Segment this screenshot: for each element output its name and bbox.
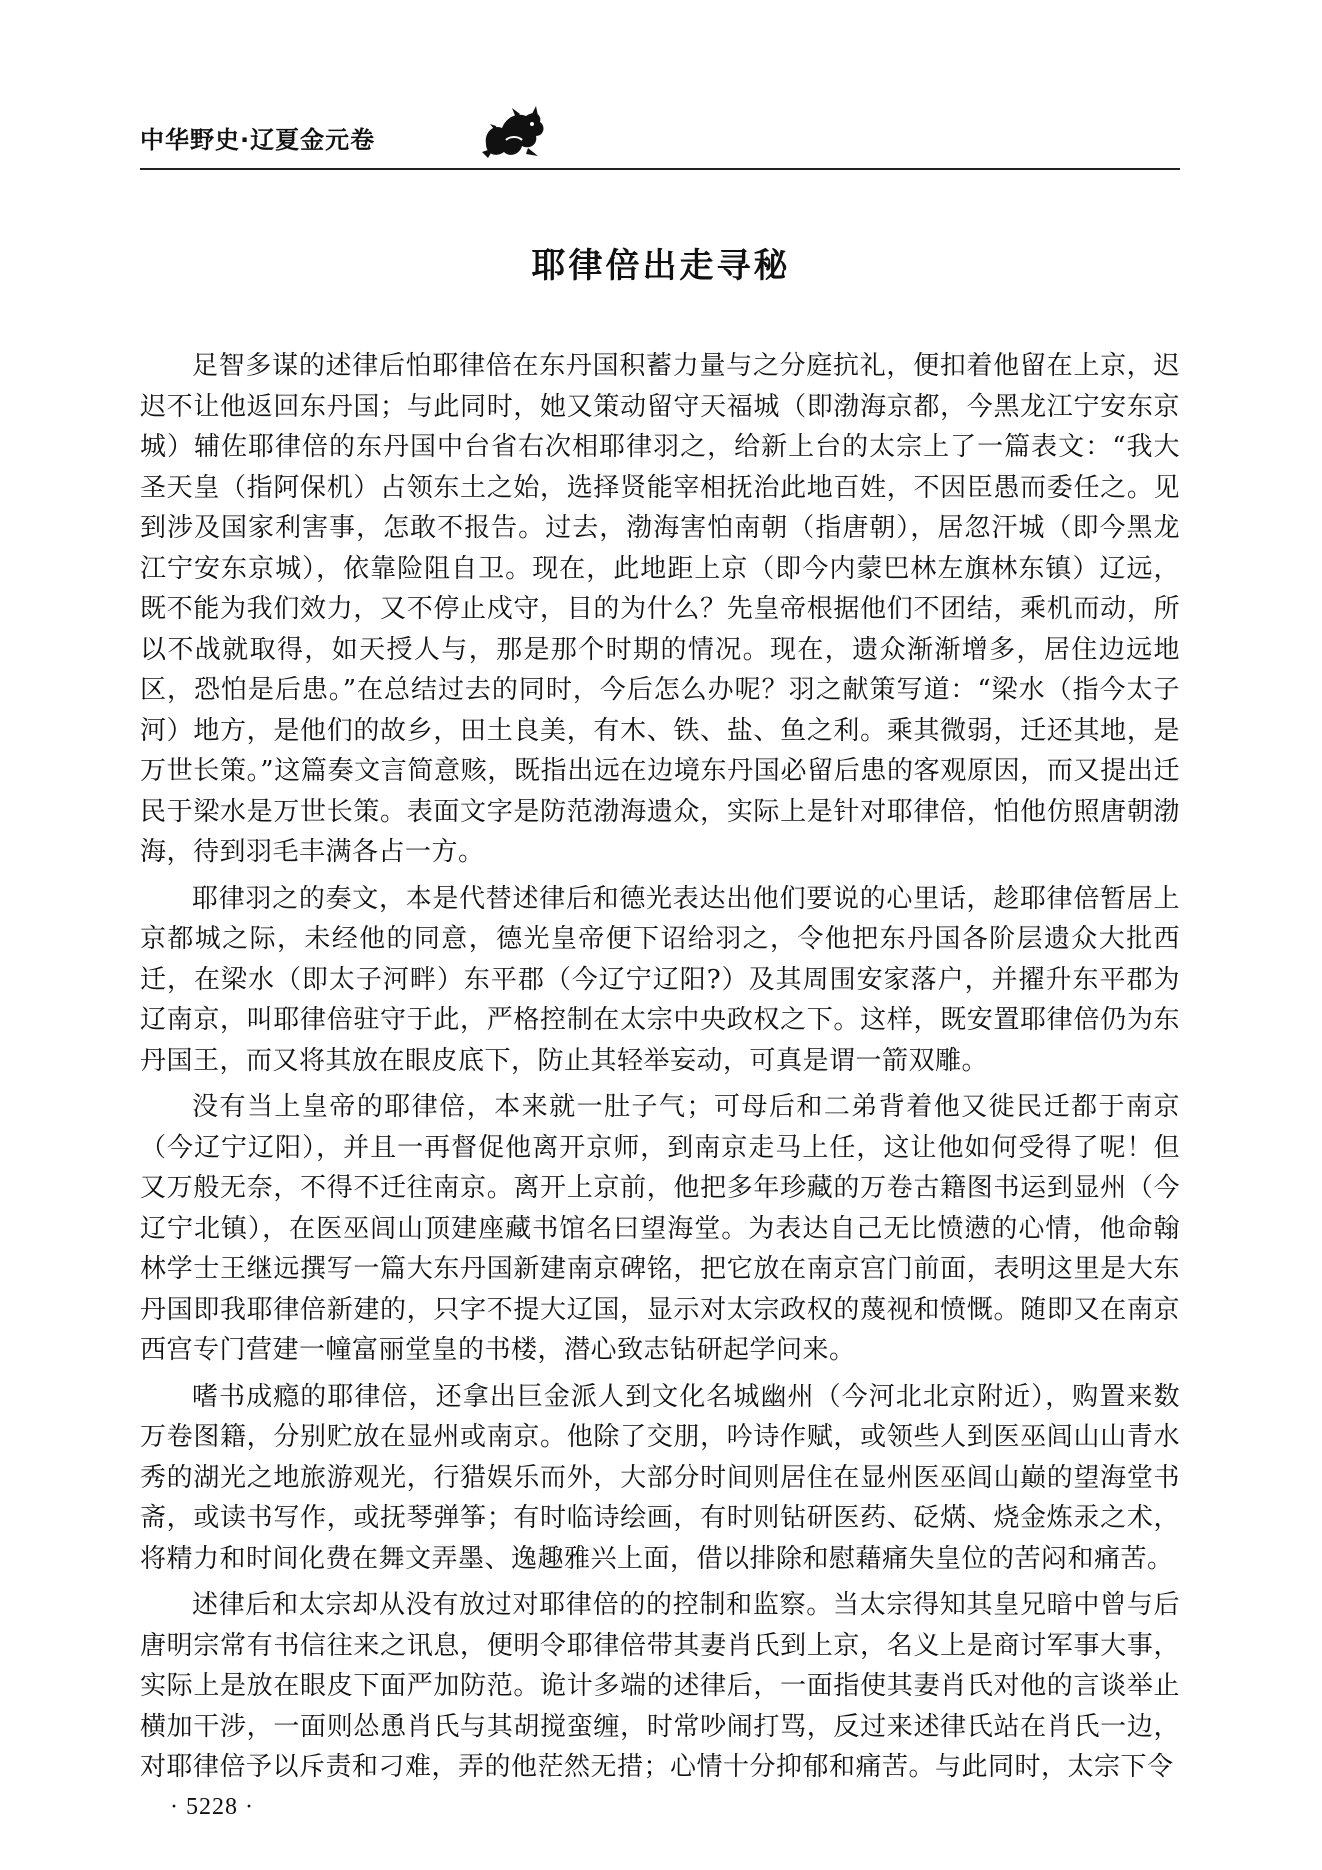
paragraph: 耶律羽之的奏文，本是代替述律后和德光表达出他们要说的心里话，趁耶律倍暂居上京都城之际，未经他的同意，德光皇帝便下诏给羽之，令他把东丹国各阶层遗众大批西迁，在梁水（即太子河畔）东平郡（今辽宁辽阳?）及其周围安家落户，并擢升东平郡为辽南京，叫耶律倍驻守于此，严格控制在太宗中央政权之下。这样，既安置耶律倍仍为东丹国王，而又将其放在眼皮底下，防止其轻举妄动，可真是谓一箭双雕。 bbox=[140, 883, 1180, 1076]
header-divider bbox=[140, 168, 1180, 170]
running-header-title: 中华野史·辽夏金元卷 bbox=[140, 126, 376, 154]
running-header bbox=[140, 106, 1180, 174]
article-body bbox=[140, 346, 1180, 1794]
paragraph: 没有当上皇帝的耶律倍，本来就一肚子气；可母后和二弟背着他又徙民迁都于南京（今辽宁辽阳），并且一再督促他离开京师，到南京走马上任，这让他如何受得了呢！但又万般无奈，不得不迁往南京。离开上京前，他把多年珍藏的万卷古籍图书运到显州（今辽宁北镇），在医巫闾山顶建座藏书馆名曰望海堂。为表达自己无比愤懑的心情，他命翰林学士王继远撰写一篇大东丹国新建南京碑铭，把它放在南京宫门前面，表明这里是大东丹国即我耶律倍新建的，只字不提大辽国，显示对太宗政权的蔑视和愤慨。随即又在南京西宫专门营建一幢富丽堂皇的书楼，潜心致志钻研起学问来。 bbox=[140, 1092, 1180, 1365]
paragraph: 嗜书成瘾的耶律倍，还拿出巨金派人到文化名城幽州（今河北北京附近），购置来数万卷图籍，分别贮放在显州或南京。他除了交朋，吟诗作赋，或领些人到医巫闾山山青水秀的湖光之地旅游观光，行猎娱乐而外，大部分时间则居住在显州医巫闾山巅的望海堂书斋，或读书写作，或抚琴弹筝；有时临诗绘画，有时则钻研医药、砭焫、烧金炼汞之术，将精力和时间化费在舞文弄墨、逸趣雅兴上面，借以排除和慰藉痛失皇位的苦闷和痛苦。 bbox=[140, 1381, 1180, 1574]
paragraph: 述律后和太宗却从没有放过对耶律倍的的控制和监察。当太宗得知其皇兄暗中曾与后唐明宗常有书信往来之讯息，便明令耶律倍带其妻肖氏到上京，名义上是商讨军事大事，实际上是放在眼皮下面严加防范。诡计多端的述律后，一面指使其妻肖氏对他的言谈举止横加干涉，一面则怂恿肖氏与其胡搅蛮缠，时常吵闹打骂，反过来述律氏站在肖氏一边，对耶律倍予以斥责和刁难，弄的他茫然无措；心情十分抑郁和痛苦。与此同时，太宗下令 bbox=[140, 1590, 1180, 1782]
page-number: · 5228 · bbox=[170, 1794, 254, 1820]
paragraph: 足智多谋的述律后怕耶律倍在东丹国积蓄力量与之分庭抗礼，便扣着他留在上京，迟迟不让他返回东丹国；与此同时，她又策动留守天福城（即渤海京都，今黑龙江宁安东京城）辅佐耶律倍的东丹国中台省右次相耶律羽之，给新上台的太宗上了一篇表文：“我大圣天皇（指阿保机）占领东土之始，选择贤能宰相抚治此地百姓，不因臣愚而委任之。见到涉及国家利害事，怎敢不报告。过去，渤海害怕南朝（指唐朝），居忽汗城（即今黑龙江宁安东京城），依靠险阻自卫。现在，此地距上京（即今内蒙巴林左旗林东镇）辽远，既不能为我们效力，又不停止戍守，目的为什么？先皇帝根据他们不团结，乘机而动，所以不战就取得，如天授人与，那是那个时期的情况。现在，遗众渐渐增多，居住边远地区，恐怕是后患。”在总结过去的同时，今后怎么办呢？羽之献策写道：“梁水（指今太子河）地方，是他们的故乡，田土良美，有木、铁、盐、鱼之利。乘其微弱，迁还其地，是万世长策。”这篇奏文言简意赅，既指出远在边境东丹国必留后患的客观原因，而又提出迁民于梁水是万世长策。表面文字是防范渤海遗众，实际上是针对耶律倍，怕他仿照唐朝渤海，待到羽毛丰满各占一方。 bbox=[140, 351, 1180, 867]
article-title: 耶律倍出走寻秘 bbox=[531, 246, 791, 286]
dragon-emblem-icon bbox=[476, 104, 550, 166]
